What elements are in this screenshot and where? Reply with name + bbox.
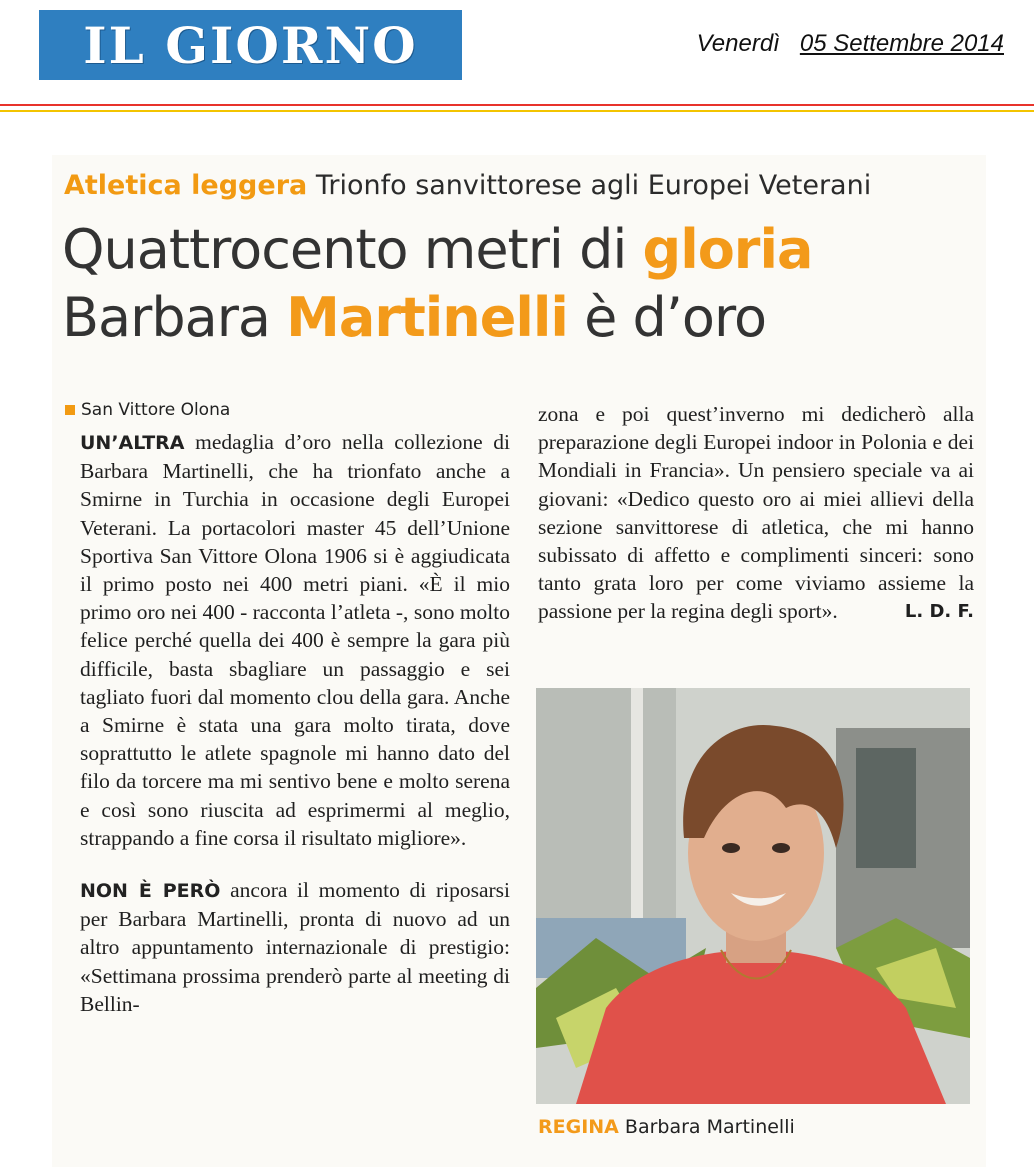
paragraph-lead: NON È PERÒ: [80, 880, 221, 903]
article-column-1: [80, 428, 510, 1018]
dateline-text: San Vittore Olona: [81, 400, 231, 420]
photo-illustration: [536, 688, 970, 1104]
paragraph-1: [80, 428, 510, 852]
headline-highlight: Martinelli: [286, 286, 568, 349]
dateline: [65, 400, 230, 420]
headline-text: è d’oro: [567, 286, 766, 349]
kicker-text: Trionfo sanvittorese agli Europei Veterani: [315, 170, 872, 201]
issue-date-value: 05 Settembre 2014: [799, 30, 1004, 57]
paragraph-3: zona e poi quest’inverno mi dedicherò alla preparazione degli Europei indoor in Polonia e dei Mondiali in Francia». Un pensiero speciale va ai giovani: «Dedico questo oro ai miei allievi della sezione sanvittorese di atletica, che mi hanno subissato di affetto e complimenti sinceri: sono tanto grata loro per come viviamo assieme la passione per la regina degli sport».: [538, 402, 974, 624]
article-headline: [62, 216, 812, 352]
author-signature: L. D. F.: [904, 600, 974, 622]
portrait-photo: [536, 688, 970, 1104]
headline-highlight: gloria: [642, 218, 813, 281]
headline-text: Barbara: [62, 286, 287, 349]
headline-line-2: [62, 284, 812, 352]
headline-line-1: [62, 216, 812, 284]
header-rule-yellow: [0, 110, 1034, 112]
section-label: Atletica leggera: [64, 170, 308, 201]
paragraph-lead: UN’ALTRA: [80, 432, 185, 454]
article-column-2: [538, 400, 974, 626]
headline-text: Quattrocento metri di: [62, 218, 643, 281]
photo-caption: [538, 1116, 795, 1138]
dateline-square-icon: [65, 405, 75, 415]
paragraph-2: [80, 876, 510, 1018]
newspaper-logo: [39, 10, 462, 80]
caption-label: REGINA: [538, 1116, 619, 1138]
header-rule-red: [0, 104, 1034, 106]
issue-date: [697, 30, 1004, 58]
issue-day: Venerdì: [696, 30, 780, 57]
caption-text: Barbara Martinelli: [618, 1116, 795, 1138]
article-kicker: [64, 170, 871, 201]
paragraph-text: medaglia d’oro nella collezione di Barbara Martinelli, che ha trionfato anche a Smirne in Turchia in occasione degli Europei Veterani. La portacolori master 45 dell’Unione Sportiva San Vittore Olona 1906 si è aggiudicata il primo posto nei 400 metri piani. «È il mio primo oro nei 400 - racconta l’atleta -, sono molto felice perché quella dei 400 è sempre la gara più difficile, basta sbagliare un passaggio e sei tagliato fuori dal momento clou della gara. Anche a Smirne è stata una gara molto tirata, dove soprattutto le atlete spagnole mi hanno dato del filo da torcere ma mi sentivo bene e molto serena e così sono riuscita ad esprimermi al meglio, strappando a fine corsa il risultato migliore».: [80, 430, 510, 850]
logo-text: IL GIORNO: [83, 15, 418, 75]
paragraph-text: ancora il momento di riposarsi per Barbara Martinelli, pronta di nuovo ad un altro appuntamento internazionale di prestigio: «Settimana prossima prenderò parte al meeting di Bellin-: [80, 878, 510, 1016]
